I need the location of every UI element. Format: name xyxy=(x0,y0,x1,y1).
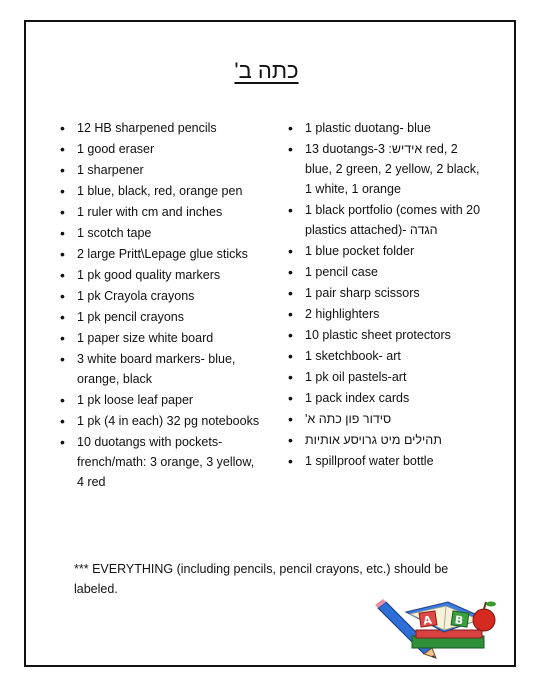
list-item: • 1 blue, black, red, orange pen xyxy=(58,181,263,201)
list-item: • 1 blue pocket folder xyxy=(286,241,486,261)
list-item: • 1 sharpener xyxy=(58,160,263,180)
list-item: • 13 duotangs-אידיש: 3 red, 2 blue, 2 green, 2 yellow, 2 black, 1 white, 1 orange xyxy=(286,139,486,199)
books-pencil-apple-icon xyxy=(372,590,502,660)
supply-list-left xyxy=(58,118,263,493)
book-stack-icon xyxy=(406,602,484,648)
svg-text:A: A xyxy=(422,613,433,628)
list-item: • 2 large Pritt\Lepage glue sticks xyxy=(58,244,263,264)
apple-icon xyxy=(473,602,496,632)
labeling-note: *** EVERYTHING (including pencils, pencil crayons, etc.) should be labeled. xyxy=(74,562,449,596)
page-title: כתה ב' xyxy=(234,58,299,83)
list-item: • 2 highlighters xyxy=(286,304,486,324)
list-item: • 10 duotangs with pockets- french/math: 3 orange, 3 yellow, 4 red xyxy=(58,432,263,492)
list-item: • 1 plastic duotang- blue xyxy=(286,118,486,138)
list-item: • 1 pk (4 in each) 32 pg notebooks xyxy=(58,411,263,431)
list-item: • 1 pk loose leaf paper xyxy=(58,390,263,410)
list-item: • 1 pk Crayola crayons xyxy=(58,286,263,306)
supply-list-right xyxy=(286,118,486,472)
svg-text:B: B xyxy=(453,613,465,628)
list-item: • 1 sketchbook- art xyxy=(286,346,486,366)
list-item: • סידור פון כתה א' xyxy=(286,409,486,429)
list-item: • 1 spillproof water bottle xyxy=(286,451,486,471)
list-item: • 3 white board markers- blue, orange, black xyxy=(58,349,263,389)
list-item: • 1 pk oil pastels-art xyxy=(286,367,486,387)
list-item: • 1 pair sharp scissors xyxy=(286,283,486,303)
list-item: • 1 pack index cards xyxy=(286,388,486,408)
list-item: • 1 scotch tape xyxy=(58,223,263,243)
list-item: • 1 pk pencil crayons xyxy=(58,307,263,327)
list-item: • 10 plastic sheet protectors xyxy=(286,325,486,345)
list-item: • תהילים מיט גרויסע אותיות xyxy=(286,430,486,450)
list-item: • 12 HB sharpened pencils xyxy=(58,118,263,138)
list-item: • 1 paper size white board xyxy=(58,328,263,348)
list-item: • 1 black portfolio (comes with 20 plastics attached)- הגדה xyxy=(286,200,486,240)
list-item: • 1 pk good quality markers xyxy=(58,265,263,285)
list-item: • 1 good eraser xyxy=(58,139,263,159)
list-item: • 1 pencil case xyxy=(286,262,486,282)
list-item: • 1 ruler with cm and inches xyxy=(58,202,263,222)
